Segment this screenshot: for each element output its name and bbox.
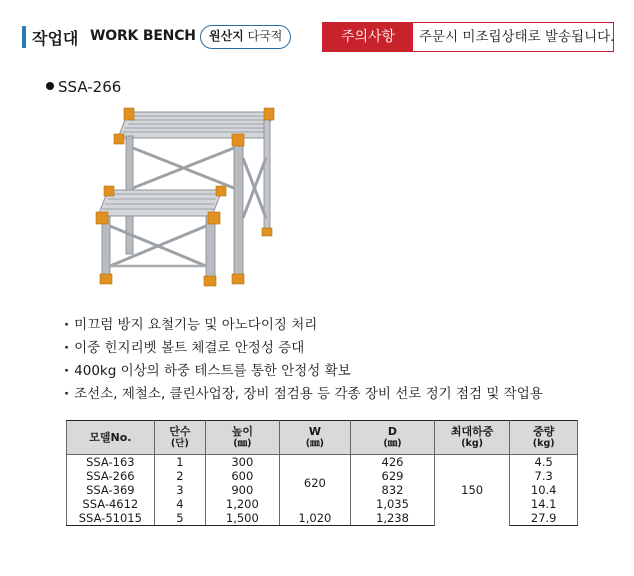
cell-height: 1,500 <box>206 511 280 526</box>
cell-steps: 4 <box>154 497 205 511</box>
col-header-steps: 단수 (단) <box>154 421 205 455</box>
col-header-model: 모델No. <box>67 421 155 455</box>
origin-label: 원산지 <box>209 29 244 43</box>
cell-weight: 7.3 <box>510 469 578 483</box>
cell-weight: 27.9 <box>510 511 578 526</box>
col-header-height: 높이 (㎜) <box>206 421 280 455</box>
cell-height: 300 <box>206 455 280 470</box>
cell-model: SSA-163 <box>67 455 155 470</box>
cell-width: 1,020 <box>279 511 351 526</box>
cell-model: SSA-51015 <box>67 511 155 526</box>
cell-height: 900 <box>206 483 280 497</box>
cell-depth: 1,238 <box>351 511 435 526</box>
accent-bar <box>22 26 26 48</box>
cell-height: 600 <box>206 469 280 483</box>
origin-badge <box>200 25 291 49</box>
bullet-icon <box>46 82 54 90</box>
col-header-weight: 중량 (kg) <box>510 421 578 455</box>
page-title-english: WORK BENCH <box>90 28 196 44</box>
feature-item: · 이중 힌지리벳 볼트 체결로 안정성 증대 <box>64 337 543 360</box>
model-name: SSA-266 <box>58 78 122 96</box>
cell-depth: 629 <box>351 469 435 483</box>
notice-text: 주문시 미조립상태로 발송됩니다. <box>419 29 615 45</box>
cell-steps: 3 <box>154 483 205 497</box>
cell-weight: 14.1 <box>510 497 578 511</box>
feature-item: · 미끄럼 방지 요철기능 및 아노다이징 처리 <box>64 314 543 337</box>
cell-load: 150 <box>434 455 510 526</box>
col-header-depth: D (㎜) <box>351 421 435 455</box>
feature-item: · 조선소, 제철소, 클린사업장, 장비 점검용 등 각종 장비 선로 정기 점검 및 작업용 <box>64 383 543 406</box>
spec-table <box>66 420 578 526</box>
cell-model: SSA-266 <box>67 469 155 483</box>
col-header-width: W (㎜) <box>279 421 351 455</box>
cell-width: 620 <box>279 455 351 512</box>
cell-depth: 426 <box>351 455 435 470</box>
feature-list <box>64 314 543 406</box>
col-header-load: 최대하중 (kg) <box>434 421 510 455</box>
cell-steps: 1 <box>154 455 205 470</box>
cell-model: SSA-4612 <box>67 497 155 511</box>
notice-box <box>322 22 614 52</box>
table-header-row <box>67 421 578 455</box>
page-title: 작업대 <box>32 29 79 48</box>
cell-depth: 832 <box>351 483 435 497</box>
model-heading <box>46 78 121 96</box>
page-header <box>22 22 622 54</box>
table-row <box>67 455 578 470</box>
notice-label: 주의사항 <box>323 23 413 51</box>
origin-value: 다국적 <box>247 29 283 43</box>
cell-model: SSA-369 <box>67 483 155 497</box>
cell-weight: 4.5 <box>510 455 578 470</box>
cell-steps: 5 <box>154 511 205 526</box>
feature-item: · 400kg 이상의 하중 테스트를 통한 안정성 확보 <box>64 360 543 383</box>
cell-steps: 2 <box>154 469 205 483</box>
cell-height: 1,200 <box>206 497 280 511</box>
cell-weight: 10.4 <box>510 483 578 497</box>
product-image <box>88 98 288 298</box>
cell-depth: 1,035 <box>351 497 435 511</box>
